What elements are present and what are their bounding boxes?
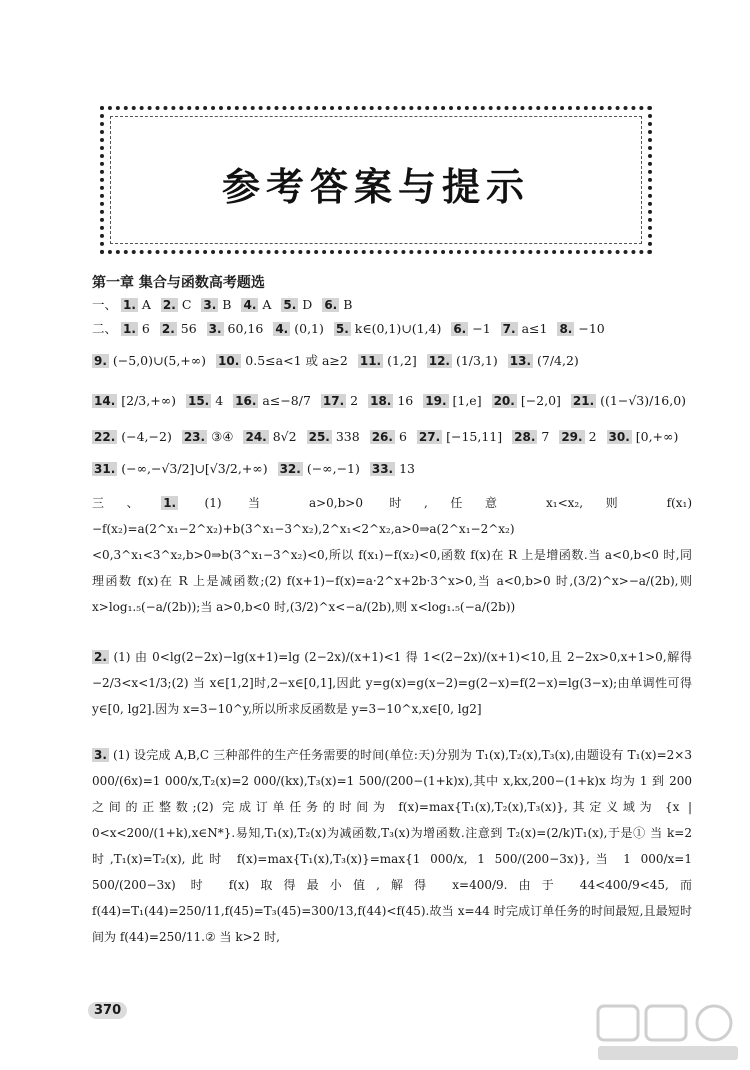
answer-item: 13. (7/4,2): [509, 353, 579, 368]
answer-item: 32. (−∞,−1): [279, 461, 360, 476]
answer-item: 14. [2/3,+∞): [94, 393, 176, 408]
answer-item: 3. 60,16: [208, 321, 264, 336]
title-box: [100, 106, 652, 254]
answer-item: 5. k∈(0,1)∪(1,4): [335, 321, 442, 336]
answer-item: 28. 7: [514, 429, 550, 444]
answer-item: 7. a≤1: [502, 321, 548, 336]
answer-item: 25. 338: [308, 429, 360, 444]
page-title: 参考答案与提示: [221, 165, 530, 209]
answer-item: 33. 13: [371, 461, 416, 476]
answer-item: 20. [−2,0]: [493, 393, 561, 408]
answer-item: 27. [−15,11]: [418, 429, 503, 444]
problem-number: 2.: [94, 650, 107, 664]
answer-item: 18. 16: [370, 393, 414, 408]
problem-number: 1.: [163, 496, 177, 510]
answer-item: 9. (−5,0)∪(5,+∞): [94, 353, 207, 368]
solution-paragraph-1: [92, 490, 692, 620]
answer-item: 10. 0.5≤a<1 或 a≥2: [218, 353, 348, 368]
answer-item: 24. 8√2: [245, 429, 297, 444]
answer-row-section1: [92, 296, 692, 314]
problem-number: 3.: [94, 748, 107, 762]
answer-item: 4. (0,1): [275, 321, 324, 336]
solution-paragraph-2: [92, 644, 692, 722]
page-number: 370: [88, 1002, 127, 1019]
answer-item: 15. 4: [187, 393, 224, 408]
chapter-heading: 第一章 集合与函数高考题选: [92, 275, 265, 291]
answer-item: 2. 56: [161, 321, 197, 336]
answer-row-section2-2: [92, 392, 692, 410]
answer-item: 8. −10: [559, 321, 605, 336]
answer-item: 21. ((1−√3)/16,0): [572, 393, 687, 408]
section1-prefix: 一、: [92, 297, 118, 312]
answer-row-section2-0: [92, 320, 692, 338]
answer-item: 19. [1,e]: [425, 393, 482, 408]
watermark-logo-icon: [594, 1002, 744, 1064]
answer-item: 6. B: [324, 297, 353, 312]
section3-prefix: 三、: [92, 496, 162, 510]
answer-item: 22. (−4,−2): [94, 429, 172, 444]
answer-item: 31. (−∞,−√3/2]∪[√3/2,+∞): [94, 461, 268, 476]
answer-item: 4. A: [243, 297, 272, 312]
answer-row-section2-4: [92, 460, 692, 478]
answer-item: 30. [0,+∞): [608, 429, 679, 444]
answer-item: 3. B: [203, 297, 232, 312]
answer-item: 1. A: [123, 297, 151, 312]
answer-item: 11. (1,2]: [359, 353, 417, 368]
answer-item: 29. 2: [561, 429, 597, 444]
answer-item: 5. D: [283, 297, 313, 312]
solution-text: (1) 设完成 A,B,C 三种部件的生产任务需要的时间(单位:天)分别为 T₁(x),T₂(x),T₃(x),由题设有 T₁(x)=2×3 000/(6x)=1 000/x,T₂(x)=2 000/(kx),T₃(x)=1 500/(200−(1+k)x),其中 x,kx,200−(1+k)x 均为 1 到 200 之间的正整数;(2) 完成订单任务的时间为 f(x)=max{T₁(x),T₂(x),T₃(x)},其定义域为 {x | 0<x<200/(1+k),x∈N*}.易知,T₁(x),T₂(x)为减函数,T₃(x)为增函数.注意到 T₂(x)=(2/k)T₁(x),于是① 当 k=2 时,T₁(x)=T₂(x),此时 f(x)=max{T₁(x),T₃(x)}=max{1 000/x, 1 500/(200−3x)},当 1 000/x=1 500/(200−3x) 时 f(x)取得最小值,解得 x=400/9.由于 44<400/9<45,而 f(44)=T₁(44)=250/11,f(45)=T₃(45)=300/13,f(44)<f(45).故当 x=44 时完成订单任务的时间最短,且最短时间为 f(44)=250/11.② 当 k>2 时,: [92, 748, 692, 944]
answer-item: 23. ③④: [183, 429, 234, 444]
section2-prefix: 二、: [92, 321, 118, 336]
answer-row-section2-1: [92, 352, 692, 370]
solution-text: (1) 当 a>0,b>0 时,任意 x₁<x₂,则 f(x₁)−f(x₂)=a(2^x₁−2^x₂)+b(3^x₁−3^x₂),2^x₁<2^x₂,a>0⇒a(2^x₁−2^x₂)<0,3^x₁<3^x₂,b>0⇒b(3^x₁−3^x₂)<0,所以 f(x₁)−f(x₂)<0,函数 f(x)在 R 上是增函数.当 a<0,b<0 时,同理函数 f(x)在 R 上是减函数;(2) f(x+1)−f(x)=a·2^x+2b·3^x>0,当 a<0,b>0 时,(3/2)^x>−a/(2b),则 x>log₁.₅(−a/(2b));当 a>0,b<0 时,(3/2)^x<−a/(2b),则 x<log₁.₅(−a/(2b)): [92, 496, 692, 614]
solution-text: (1) 由 0<lg(2−2x)−lg(x+1)=lg (2−2x)/(x+1)<1 得 1<(2−2x)/(x+1)<10,且 2−2x>0,x+1>0,解得 −2/3<x<1/3;(2) 当 x∈[1,2]时,2−x∈[0,1],因此 y=g(x)=g(x−2)=g(2−x)=f(2−x)=lg(3−x);由单调性可得 y∈[0, lg2].因为 x=3−10^y,所以所求反函数是 y=3−10^x,x∈[0, lg2]: [92, 650, 692, 716]
answer-row-section2-3: [92, 428, 692, 446]
answer-item: 2. C: [162, 297, 192, 312]
answer-item: 12. (1/3,1): [428, 353, 498, 368]
answer-item: 16. a≤−8/7: [235, 393, 311, 408]
solution-paragraph-3: [92, 742, 692, 950]
answer-item: 26. 6: [371, 429, 407, 444]
answer-item: 1. 6: [123, 321, 150, 336]
answer-item: 6. −1: [453, 321, 491, 336]
answer-item: 17. 2: [322, 393, 359, 408]
